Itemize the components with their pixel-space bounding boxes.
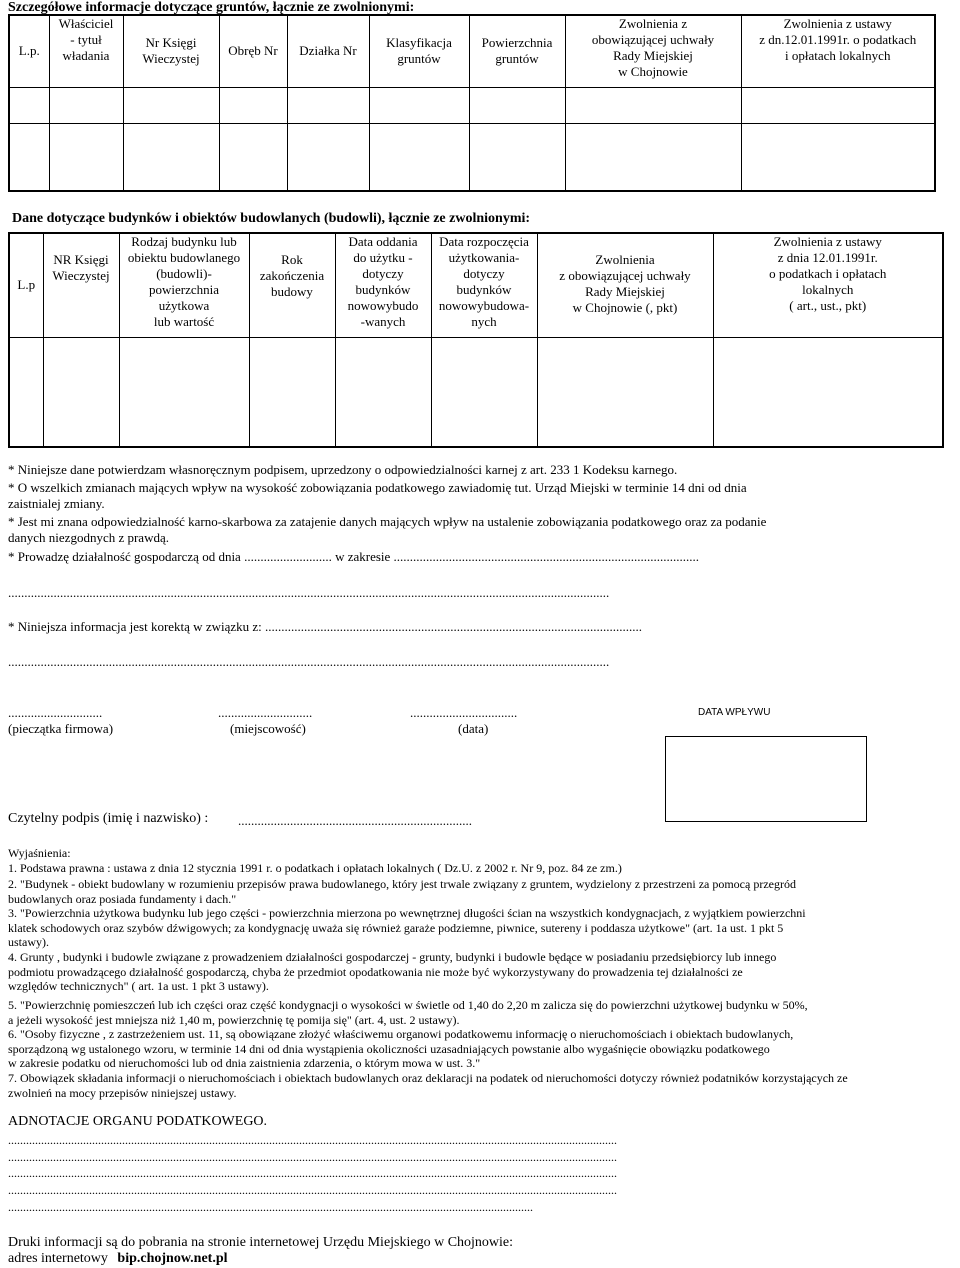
- buildings-table: [8, 232, 944, 448]
- explanations-heading: Wyjaśnienia:: [8, 846, 71, 860]
- buildings-col-book: NR Księgi Wieczystej: [43, 233, 119, 337]
- stamp-dots[interactable]: .............................: [8, 705, 103, 720]
- land-header-row: [9, 15, 935, 87]
- explanation-item: 3. "Powierzchnia użytkowa budynku lub jego części - powierzchnia mierzona po wewnętrznej długości ścian na wszystkich kondygnacjach, z wyjątkiem powierzchni klatek schodowych oraz szybów dźwigowych; za kondygnację uważa się również garaże podziemne, piwnice, sutereny i poddasza użytkowe" (art. 1a ust. 1 pkt 5 ustawy).: [8, 906, 806, 949]
- annotation-line[interactable]: ...........................................................................................................................................................................................................: [8, 1150, 617, 1164]
- land-col-lp: L.p.: [9, 15, 49, 87]
- receipt-date-label: DATA WPŁYWU: [698, 707, 771, 718]
- buildings-col-year: Rok zakończenia budowy: [249, 233, 335, 337]
- business-activity-field[interactable]: * Prowadzę działalność gospodarczą od dnia ........................... w zakresie ..............................................................................................: [8, 549, 700, 564]
- stamp-label: (pieczątka firmowa): [8, 721, 114, 736]
- receipt-date-box[interactable]: [665, 736, 867, 822]
- land-col-precinct: Obręb Nr: [219, 15, 287, 87]
- buildings-col-type: Rodzaj budynku lub obiektu budowlanego (budowli)- powierzchnia użytkowa lub wartość: [119, 233, 249, 337]
- tax-authority-annotations-heading: ADNOTACJE ORGANU PODATKOWEGO.: [8, 1114, 268, 1129]
- buildings-col-lp: L.p: [9, 233, 43, 337]
- buildings-header-row: [9, 233, 943, 337]
- land-col-area: Powierzchnia gruntów: [469, 15, 565, 87]
- declaration-liability-cont: danych niezgodnych z prawdą.: [8, 530, 169, 545]
- declaration-liability: * Jest mi znana odpowiedzialność karno-skarbowa za zatajenie danych mających wpływ na ustalenie zobowiązania podatkowego oraz za podanie: [8, 514, 767, 529]
- explanation-item: 5. "Powierzchnię pomieszczeń lub ich części oraz część kondygnacji o wysokości w świetle od 1,40 do 2,20 m zalicza się do powierzchni użytkowej budynku w 50%, a jeżeli wysokość jest mniejsza niż 1,40 m, powierzchnię tę pomija się" (art. 4, ust. 2 ustawy).: [8, 998, 808, 1027]
- place-dots[interactable]: .............................: [218, 705, 313, 720]
- land-entry-row[interactable]: [9, 123, 935, 191]
- explanation-item: 7. Obowiązek składania informacji o nieruchomościach i obiektach budowlanych oraz deklaracji na podatek od nieruchomości dotyczy również podatników korzystających ze zwolnień na mocy przepisów niniejszej ustawy.: [8, 1071, 848, 1100]
- explanation-item: 2. "Budynek - obiekt budowlany w rozumieniu przepisów prawa budowlanego, który jest trwale związany z gruntem, wydzielony z przestrzeni za pomocą przegród budowlanych oraz posiada fundamenty i dach.": [8, 877, 796, 906]
- annotation-line[interactable]: ...........................................................................................................................................................................................................: [8, 1133, 617, 1147]
- readable-signature-label: Czytelny podpis (imię i nazwisko) :: [8, 811, 209, 826]
- land-col-exempt-resolution: Zwolnienia z obowiązującej uchwały Rady Miejskiej w Chojnowie: [565, 15, 741, 87]
- buildings-col-exempt-act: Zwolnienia z ustawy z dnia 12.01.1991r. o podatkach i opłatach lokalnych ( art., ust., pkt): [713, 233, 943, 337]
- declaration-perjury: * Niniejsze dane potwierdzam własnoręcznym podpisem, uprzedzony o odpowiedzialności karnej z art. 233 1 Kodeksu karnego.: [8, 462, 678, 477]
- declaration-changes: * O wszelkich zmianach mających wpływ na wysokość zobowiązania podatkowego zawiadomię tut. Urząd Miejski w terminie 14 dni od dnia: [8, 480, 747, 495]
- land-col-book: Nr Księgi Wieczystej: [123, 15, 219, 87]
- annotation-line[interactable]: ...........................................................................................................................................................................................................: [8, 1166, 617, 1180]
- explanation-item: 1. Podstawa prawna : ustawa z dnia 12 stycznia 1991 r. o podatkach i opłatach lokalnych ( Dz.U. z 2002 r. Nr 9, poz. 84 ze zm.): [8, 861, 622, 875]
- correction-reason-field-cont[interactable]: .........................................................................................................................................................................................: [8, 654, 610, 669]
- annotation-line[interactable]: ...........................................................................................................................................................................................................: [8, 1183, 617, 1197]
- buildings-col-usage-date: Data rozpoczęcia użytkowania- dotyczy budynków nowowybudowa- nych: [431, 233, 537, 337]
- land-section-title: Szczegółowe informacje dotyczące gruntów, łącznie ze zwolnionymi:: [8, 0, 415, 15]
- land-table: [8, 14, 936, 192]
- footer-info: Druki informacji są do pobrania na stronie internetowej Urzędu Miejskiego w Chojnowie:: [8, 1235, 514, 1250]
- buildings-col-commission-date: Data oddania do użytku - dotyczy budynków nowowybudo -wanych: [335, 233, 431, 337]
- buildings-section-title: Dane dotyczące budynków i obiektów budowlanych (budowli), łącznie ze zwolnionymi:: [12, 211, 531, 226]
- land-entry-row[interactable]: [9, 87, 935, 123]
- buildings-col-exempt-resolution: Zwolnienia z obowiązującej uchwały Rady Miejskiej w Chojnowie (, pkt): [537, 233, 713, 337]
- footer-address-prefix: adres internetowy: [8, 1251, 108, 1266]
- land-col-plot: Działka Nr: [287, 15, 369, 87]
- readable-signature-field[interactable]: ........................................................................: [238, 813, 472, 828]
- explanation-item: 6. "Osoby fizyczne , z zastrzeżeniem ust. 11, są obowiązane złożyć właściwemu organowi podatkowemu informację o nieruchomościach i obiektach budowlanych, sporządzoną wg ustalonego wzoru, w terminie 14 dni od dnia wystąpienia okoliczności uzasadniających powstanie albo wygaśnięcie obowiązku podatkowego w zakresie podatku od nieruchomości lub od dnia zaistnienia zdarzenia, o którym mowa w ust. 3.": [8, 1027, 794, 1070]
- date-dots[interactable]: .................................: [410, 705, 518, 720]
- date-label: (data): [458, 721, 489, 736]
- declaration-changes-cont: zaistnialej zmiany.: [8, 496, 105, 511]
- land-col-classification: Klasyfikacja gruntów: [369, 15, 469, 87]
- correction-reason-field[interactable]: * Niniejsza informacja jest korektą w związku z: ....................................................................................................................: [8, 619, 643, 634]
- business-activity-field-cont[interactable]: .........................................................................................................................................................................................: [8, 585, 610, 600]
- buildings-entry-row[interactable]: [9, 337, 943, 447]
- footer-url-link[interactable]: bip.chojnow.net.pl: [117, 1251, 228, 1266]
- place-label: (miejscowość): [230, 721, 306, 736]
- explanation-item: 4. Grunty , budynki i budowle związane z prowadzeniem działalności gospodarczej - grunty, budynki i budowle będące w posiadaniu przedsiębiorcy lub innego podmiotu prowadzącego działalność gospodarczą, chyba że przedmiot opodatkowania nie może być wykorzystywany do prowadzenia tej działalności ze względów technicznych" ( art. 1a ust. 1 pkt 3 ustawy).: [8, 950, 777, 993]
- annotation-line[interactable]: ...............................................................................................................................................................................: [8, 1200, 533, 1214]
- land-col-owner: Właściciel - tytuł władania: [49, 15, 123, 87]
- land-col-exempt-act: Zwolnienia z ustawy z dn.12.01.1991r. o podatkach i opłatach lokalnych: [741, 15, 935, 87]
- footer-address: [8, 1251, 228, 1267]
